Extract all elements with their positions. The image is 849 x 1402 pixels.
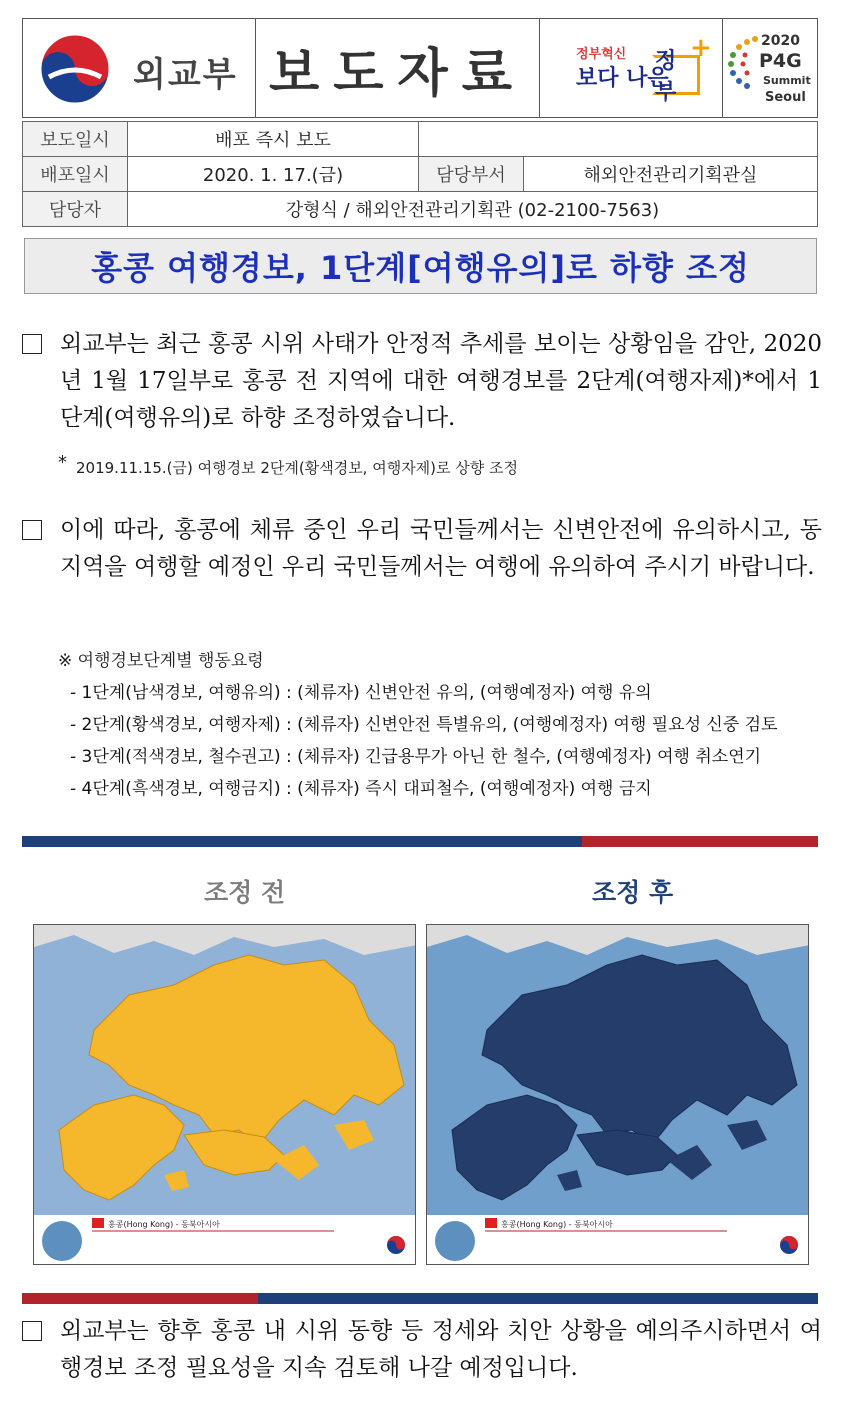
gov-innovation-logo — [540, 19, 723, 117]
press-header — [22, 18, 818, 118]
gov-tagline-small: 정부혁신 — [576, 47, 627, 62]
p4g-city: Seoul — [765, 90, 806, 105]
press-release-title: 보도자료 — [269, 43, 526, 104]
headline-box — [24, 238, 817, 294]
department-label: 담당부서 — [419, 157, 524, 192]
gov-tagline-large: 보다 나은 — [576, 66, 669, 91]
level-item: - 3단계(적색경보, 철수권고) : (체류자) 긴급용무가 아닌 한 철수, (여행예정자) 여행 취소연기 — [70, 747, 762, 767]
divider-navy — [258, 1293, 818, 1304]
p4g-summit: Summit — [763, 74, 811, 87]
footnote-mark: * — [58, 452, 67, 473]
release-date-value: 2020. 1. 17.(금) — [128, 157, 419, 192]
before-map-title: 조정 전 — [204, 878, 286, 907]
divider-navy — [22, 836, 582, 847]
department-value: 해외안전관리기획관실 — [524, 157, 818, 192]
level-item: - 4단계(흑색경보, 여행금지) : (체류자) 즉시 대피철수, (여행예정자) 여행 금지 — [70, 779, 652, 799]
headline-text: 홍콩 여행경보, 1단계[여행유의]로 하향 조정 — [91, 249, 750, 287]
divider-red — [582, 836, 818, 847]
footnote-text: 2019.11.15.(금) 여행경보 2단계(황색경보, 여행자제)로 상향 조정 — [76, 459, 519, 477]
hong-kong-map-after — [427, 925, 809, 1265]
p4g-logo — [723, 19, 819, 117]
paragraph-1 — [22, 326, 822, 437]
map-before — [33, 924, 416, 1265]
p4g-name: P4G — [759, 50, 802, 72]
press-date-label: 보도일시 — [23, 122, 128, 157]
level-item: - 1단계(남색경보, 여행유의) : (체류자) 신변안전 유의, (여행예정자) 여행 유의 — [70, 683, 652, 703]
taegeuk-emblem-icon — [39, 33, 111, 105]
contact-value: 강형식 / 해외안전관리기획관 (02-2100-7563) — [128, 192, 818, 227]
ministry-logo-cell — [23, 19, 256, 117]
ministry-name: 외교부 — [133, 55, 238, 95]
checkbox-square-icon — [22, 1321, 42, 1341]
level-item: - 2단계(황색경보, 여행자제) : (체류자) 신변안전 특별유의, (여행예정자) 여행 필요성 신중 검토 — [70, 715, 778, 735]
after-map-title: 조정 후 — [592, 878, 674, 907]
map-after — [426, 924, 809, 1265]
hong-kong-map-before — [34, 925, 416, 1265]
paragraph-3-text: 외교부는 향후 홍콩 내 시위 동향 등 정세와 치안 상황을 예의주시하면서 여행경보 조정 필요성을 지속 검토해 나갈 예정입니다. — [60, 1318, 822, 1381]
release-date-label: 배포일시 — [23, 157, 128, 192]
press-date-value: 배포 즉시 보도 — [128, 122, 419, 157]
map-region-label: 홍콩(Hong Kong) - 동북아시아 — [501, 1220, 613, 1229]
paragraph-1-text: 외교부는 최근 홍콩 시위 사태가 안정적 추세를 보이는 상황임을 감안, 2020년 1월 17일부로 홍콩 전 지역에 대한 여행경보를 2단계(여행자제)*에서 1단계(여행유의)로 하향 조정하였습니다. — [60, 331, 822, 431]
gov-tagline-gov: 정부 — [655, 49, 677, 105]
plus-icon: + — [690, 33, 712, 63]
press-info-table — [22, 121, 818, 227]
divider-red — [22, 1293, 258, 1304]
p4g-year: 2020 — [761, 33, 800, 49]
paragraph-2 — [22, 512, 822, 586]
levels-title: ※ 여행경보단계별 행동요령 — [58, 651, 264, 671]
paragraph-2-text: 이에 따라, 홍콩에 체류 중인 우리 국민들께서는 신변안전에 유의하시고, 동 지역을 여행할 예정인 우리 국민들께서는 여행에 유의하여 주시기 바랍니다. — [60, 517, 822, 580]
empty-cell — [419, 122, 818, 157]
checkbox-square-icon — [22, 520, 42, 540]
press-title-cell — [256, 19, 540, 117]
paragraph-3 — [22, 1313, 822, 1387]
map-region-label: 홍콩(Hong Kong) - 동북아시아 — [108, 1220, 220, 1229]
contact-label: 담당자 — [23, 192, 128, 227]
checkbox-square-icon — [22, 334, 42, 354]
